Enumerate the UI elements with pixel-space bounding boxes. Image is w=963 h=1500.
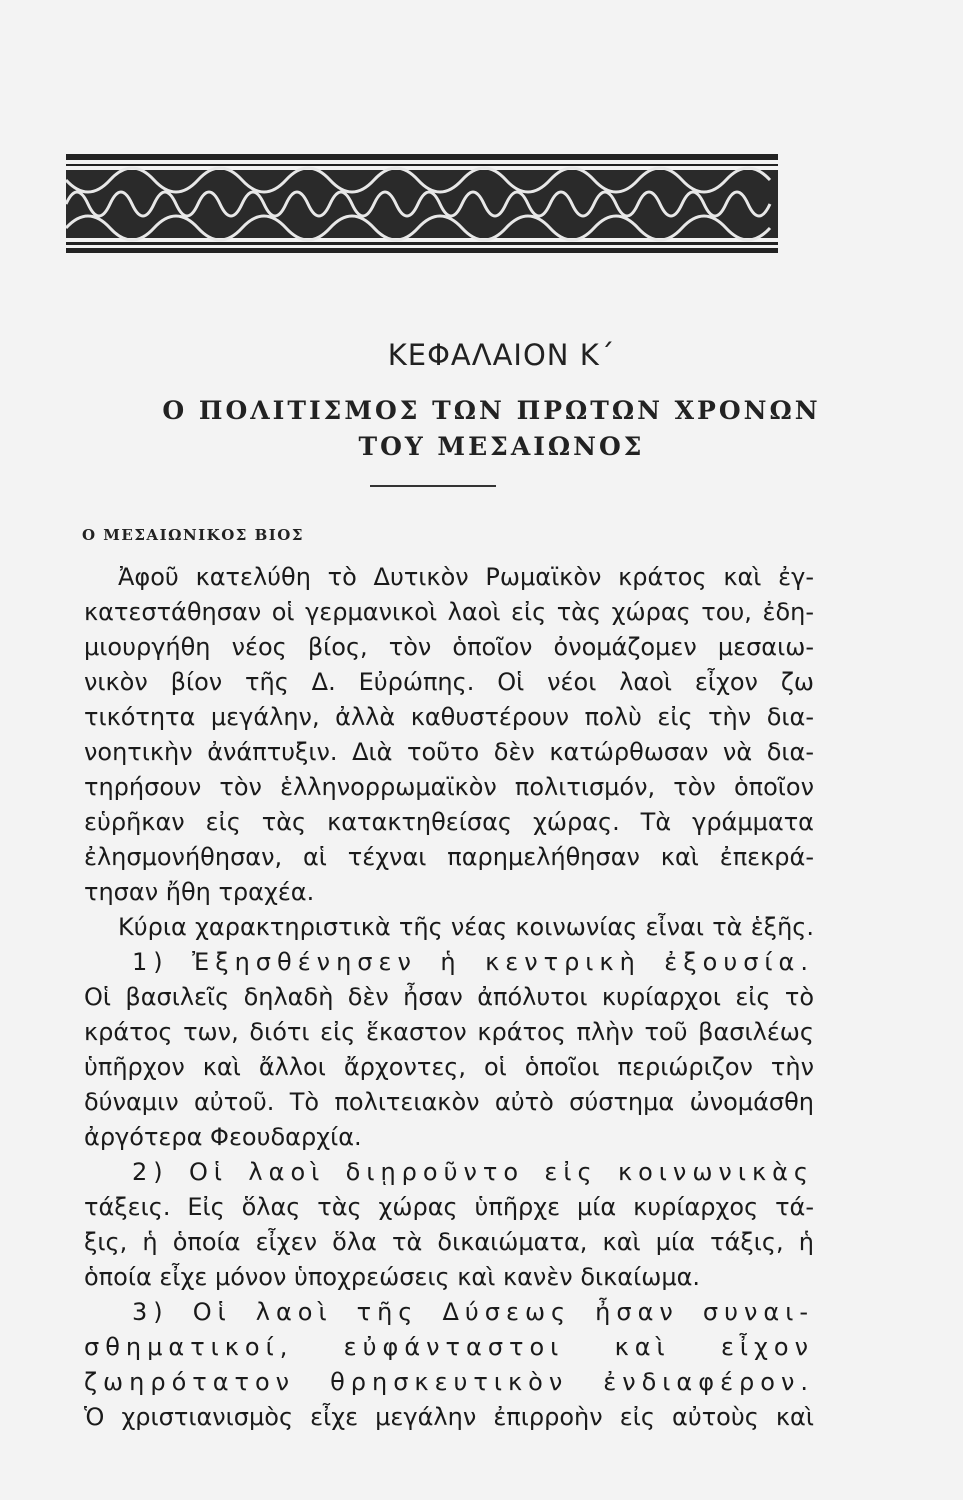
chapter-label: ΚΕΦΑΛΑΙΟΝ Κ΄: [387, 338, 616, 372]
text-line: δύναμιν αὐτοῦ. Τὸ πολιτειακὸν αὐτὸ σύστημα ὠνομάσθη: [84, 1088, 814, 1116]
text-line: τάξεις. Εἰς ὅλας τὰς χώρας ὑπῆρχε μία κυρίαρχος τά-: [84, 1193, 814, 1221]
text-line: νοητικὴν ἀνάπτυξιν. Διὰ τοῦτο δὲν κατώρθωσαν νὰ δια-: [84, 738, 814, 766]
text-line: μιουργήθη νέος βίος, τὸν ὁποῖον ὀνομάζομεν μεσαιω-: [84, 633, 814, 661]
text-line: τησαν ἤθη τραχέα.: [84, 878, 315, 906]
text-line: κράτος των, διότι εἰς ἕκαστον κράτος πλὴν τοῦ βασιλέως: [84, 1018, 814, 1046]
text-line: ὁποία εἶχε μόνον ὑποχρεώσεις καὶ κανὲν δικαίωμα.: [84, 1263, 701, 1291]
text-line: 3) Οἱ λαοὶ τῆς Δύσεως ἦσαν συναι-: [132, 1298, 814, 1326]
text-line: 1) Ἐξησθένησεν ἡ κεντρικὴ ἐξουσία.: [132, 948, 814, 976]
text-line: ὑπῆρχον καὶ ἄλλοι ἄρχοντες, οἱ ὁποῖοι περιώριζον τὴν: [84, 1053, 814, 1081]
text-line: Κύρια χαρακτηριστικὰ τῆς νέας κοινωνίας εἶναι τὰ ἑξῆς.: [118, 913, 814, 941]
text-line: Ὁ χριστιανισμὸς εἶχε μεγάλην ἐπιρροὴν εἰς αὐτοὺς καὶ: [84, 1403, 814, 1431]
text-line: Οἱ βασιλεῖς δηλαδὴ δὲν ἦσαν ἀπόλυτοι κυρίαρχοι εἰς τὸ: [84, 983, 814, 1011]
text-line: τηρήσουν τὸν ἑλληνορρωμαϊκὸν πολιτισμόν, τὸν ὁποῖον: [84, 773, 814, 801]
text-line: ζωηρότατον θρησκευτικὸν ἐνδιαφέρον.: [84, 1368, 814, 1396]
chapter-title-line-1: Ο ΠΟΛΙΤΙΣΜΟΣ ΤΩΝ ΠΡΩΤΩΝ ΧΡΟΝΩΝ: [162, 396, 821, 425]
text-line: νικὸν βίον τῆς Δ. Εὐρώπης. Οἱ νέοι λαοὶ εἶχον ζω: [84, 668, 814, 696]
text-line: ξις, ἡ ὁποία εἶχεν ὅλα τὰ δικαιώματα, καὶ μία τάξις, ἡ: [84, 1228, 814, 1256]
text-line: εὑρῆκαν εἰς τὰς κατακτηθείσας χώρας. Τὰ γράμματα: [84, 808, 814, 836]
section-heading: Ο ΜΕΣΑΙΩΝΙΚΟΣ ΒΙΟΣ: [82, 526, 304, 544]
text-line: 2) Οἱ λαοὶ διῃροῦντο εἰς κοινωνικὰς: [132, 1158, 814, 1186]
text-line: κατεστάθησαν οἱ γερμανικοὶ λαοὶ εἰς τὰς χώρας του, ἐδη-: [84, 598, 814, 626]
text-line: ἐλησμονήθησαν, αἱ τέχναι παρημελήθησαν καὶ ἐπεκρά-: [84, 843, 814, 871]
chapter-title-line-2: ΤΟΥ ΜΕΣΑΙΩΝΟΣ: [358, 432, 645, 461]
text-line: Ἀφοῦ κατελύθη τὸ Δυτικὸν Ρωμαϊκὸν κράτος καὶ ἐγ-: [118, 563, 814, 591]
text-line: σθηματικοί, εὐφάνταστοι καὶ εἶχον: [84, 1333, 814, 1361]
text-line: τικότητα μεγάλην, ἀλλὰ καθυστέρουν πολὺ εἰς τὴν δια-: [84, 703, 814, 731]
text-line: ἀργότερα Φεουδαρχία.: [84, 1123, 362, 1151]
